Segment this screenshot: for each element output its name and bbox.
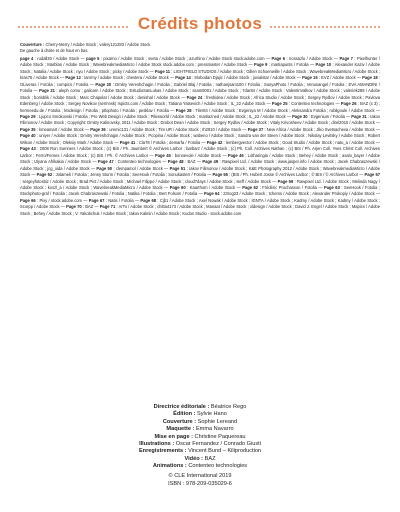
credit-entry: Page 41 : Cla78 / Fotolia ; demarfa / Fotolia — — [119, 139, 207, 145]
decorative-dot — [358, 26, 360, 28]
credit-text: kmeamart / Adobe Stock — [39, 126, 84, 132]
credit-entry: Page 26 : BAZ (x 3) ; hermeedu.de / Fotolia ; ktsdesign / Fotolia ; ptlophoto / Fotolia ; pesklav / Fotolia — — [20, 101, 381, 113]
credit-text: Cjb1 / Adobe Stock ; Axel Nowak / Adobe Stock ; IGNTA / Adobe Stock ; Kadmy / Adobe Stock ; Kadmy / Adobe Stock ; Scorpp / Adobe Stock — [20, 197, 380, 210]
credit-text: 2008 Ron Sumners / Adobe Stock ; (c) BiS / Ph. Jaumbert © Archives Larbor ; barbarz / Adobe Stock ; (c) Ph. Coll. Archives Nathan ; (c) BiS / Ph. Arjen Coll. Yves Christ Coll. Archives Larbor ; Ferro/Fernes / Adobe Stock ; (c) BiS / Ph. © Archives Larbor — [20, 146, 380, 158]
isbn-text: ISBN : 978-209-035029-6 — [168, 480, 232, 487]
credit-text: uremic131 / Adobe Stock ; Tim UR / Adobe Stock ; rh2010 / Adobe Stock — [109, 126, 242, 132]
credit-text: bonnevole / Adobe Stock — [174, 152, 221, 158]
credit-page-label: Page 20 — [95, 81, 112, 87]
decorative-dot — [318, 26, 320, 28]
team-role: Édition : — [173, 411, 196, 418]
credit-entry: Page 49 : Rawpixel Ltd. / Adobe Stock ; www.jasper.info / Adobe Stock ; Jacek Chabraszewski / Adobe Stock ; jcg_oida / Adobe Stock — — [20, 159, 380, 171]
team-name: Sophie Lereand — [197, 418, 238, 425]
credit-text: lanrmy / adobe Stock ; chevtera / Adobe Stock — [84, 75, 169, 81]
credit-text: Natis / Fotolia — [108, 197, 134, 203]
credit-text: New Africa / Adobe Stock ; Jiko Svetsacheva / Adobe Stock — [266, 126, 375, 132]
decorative-dots-right — [270, 26, 382, 29]
credit-text: lembergvector / Adobe Stock ; Good Studio / Adobe Stock ; natu_a / Adobe Stock — [225, 139, 375, 145]
credit-entry: Page 11 : LIGHTFIELD STUDIOS / Adobe Stock ; Gillen Schoenwille / Adobe Stock ; WavebreakMediaMicro / Adobe Stock ; kras75 / Adobe Stock — — [20, 68, 381, 81]
team-name: Sylvie Hano — [197, 411, 227, 418]
credit-text: LIGHTFIELD STUDIOS / Adobe Stock ; Gillen Schoenwille / Adobe Stock ; WavebreakMediaMicro / Adobe Stock ; kras75 / Adobe Stock — [20, 68, 381, 81]
credit-text: Frédéric Prochasson / Fotolia — [262, 184, 317, 190]
team-role: Maquette : — [166, 426, 195, 433]
decorative-dot — [306, 26, 308, 28]
page-header — [0, 6, 400, 42]
decorative-dot — [278, 26, 280, 28]
credit-page-label: Page 14 — [175, 75, 191, 81]
credit-page-label: Page 21 — [39, 88, 55, 94]
decorative-dot — [274, 26, 276, 28]
credit-text: martiapunts / Fotolia — [271, 62, 309, 68]
credit-page-label: Page 11 — [154, 68, 171, 74]
credit-entry: Page 24 : freshidea / Adobe Stock ; Africa Studio / Adobe Stock ; Sergey Rydlov / Adobe Stock ; Pavlova Edenberg / Adobe Stock ; Sergey Novikov (sermnsk) rspicts.com / Adobe Stock ; Tatiana Yatsevich / Adobe Stock ; IL_22 Adobe Stock — — [20, 94, 380, 107]
credit-text: Jotamek / Fotolia ; Jenny Sturm / Fotolia ; SeeHook / Fotolia ; Sonukasterr / Fotolia — [55, 172, 207, 178]
credit-text: Contenteo technologies — [291, 101, 335, 107]
credit-page-label: Page 62 — [242, 184, 259, 190]
credit-page-label: Page 6 — [271, 55, 286, 61]
credit-text: BAZ — [85, 204, 94, 210]
decorative-dot — [370, 26, 372, 28]
decorative-dot — [354, 26, 356, 28]
team-row — [0, 441, 400, 448]
credit-page-label: Page 10 — [315, 62, 332, 68]
credit-page-label: Page 28 — [175, 107, 192, 113]
credit-page-label: Page 48 — [167, 159, 184, 165]
credit-entry: Page 62 : Frédéric Prochasson / Fotolia — — [242, 184, 324, 190]
credit-text: Lotharingia / Adobe Stock ; Behey / Adobe Stock ; asalo_bayer / Adobe Stock ; Ulyana Afrikakia / Adobe Stock — [20, 152, 380, 165]
credit-text: aleph comu ; galicarn / Adobe Stock ; EstudioSanLukas / Adobe Stock ; ssam0001 / Adobe Stock ; 7dar84 / Adobe Stock ; ValentinValkov / Adobe Stock ; valeriek289 / Adobe Stock ; borisblik / Adobe Stock ; Marc Chapelat / Adobe Stock ; denishal / Adobe Stock — [20, 88, 380, 100]
credit-page-label: Page 30 — [292, 113, 308, 119]
decorative-dot — [378, 26, 380, 28]
team-role: Directrice éditoriale : — [153, 404, 210, 410]
team-name: BAZ — [204, 455, 216, 462]
decorative-dot — [282, 26, 284, 28]
credit-page-label: Page 43 — [20, 146, 36, 152]
credit-text: Evgenium / Fotolia — [310, 113, 345, 119]
credit-text: clempamol / Adobe Stock — [115, 165, 163, 171]
credit-entry: Page 47 : Contenteo technologies — — [97, 159, 168, 165]
decorative-dot — [350, 26, 352, 28]
credit-entry: Page 35 : kmeamart / Adobe Stock — — [20, 126, 91, 132]
credit-entry: Page 52 : Jotamek / Fotolia ; Jenny Sturm / Fotolia ; SeeHook / Fotolia ; Sonukasterr / Fotolia — — [36, 172, 213, 178]
decorative-dot — [310, 26, 312, 28]
team-row — [0, 448, 400, 455]
credit-entry: Page 66 : Pixy / stock.adobe.com — — [20, 197, 89, 203]
credit-text: Cla78 / Fotolia ; demarfa / Fotolia — [138, 139, 201, 145]
page-title: Crédits photos — [137, 14, 263, 33]
team-name: Emma Navarro — [195, 426, 234, 433]
credit-text: SeeHook / Fotolia ; Stockphoto-graf / Fotolia ; Jacek Chabraszewski / Fotolia ; Natika / Fotolia ; Bert Folsom / Fotolia — [20, 184, 380, 197]
decorative-dot — [298, 26, 300, 28]
credit-page-label: page 4 — [20, 55, 34, 61]
credit-entry: Page 18 : OLiveras / Fotolia ; cornpics / Fotolia — — [20, 75, 380, 87]
credit-entry: Page 68 : Cjb1 / Adobe Stock ; Axel Nowak / Adobe Stock ; IGNTA / Adobe Stock ; Kadmy / Adobe Stock ; Kadmy / Adobe Stock ; Scorpp / Adobe Stock — — [20, 197, 380, 210]
credit-text: Iakov Filimonov / Adobe Stock ; Copyright: Dmitry Kalinovsky, 2011 / Adobe Stock ; Drobot Dean / Adobe Stock ; Sergey Rydlov / Adobe Stock ; Vitaly Krivosheev / Adobe Stock ; direl2010 / Adobe Stock — [20, 113, 381, 126]
credit-page-label: Page 12 — [65, 75, 81, 81]
decorative-dot — [334, 26, 336, 28]
credit-text: 23rog23 / Adobe Stock ; tchems / Adobe Stock ; Alexander Prokopiy / Adobe Stock — [223, 191, 375, 197]
credit-entry: Page 31 : Iakov Filimonov / Adobe Stock ; Copyright: Dmitry Kalinovsky, 2011 / Adobe Stock ; Drobot Dean / Adobe Stock ; Sergey Rydlov / Adobe Stock ; Vitaly Krivosheev / Adobe Stock ; direl2010 / Adobe Stock — — [20, 113, 381, 126]
credit-text: Ljupco Smokovski / Fotolia ; Pro Web Design / Adobe Stock ; Pikisworld / Adobe Stock ; martiazned / Adobe Stock ; IL_22 / Adobe Stock — [38, 113, 286, 119]
credit-page-label: Page 63 — [324, 184, 340, 190]
credit-entry: Page 43 : 2008 Ron Sumners / Adobe Stock ; (c) BiS / Ph. Jaumbert © Archives Larbor ; barbarz / Adobe Stock ; (c) Ph. Coll. Archives Nathan ; (c) BiS / Ph. Arjen Coll. Yves Christ Coll. Archives Larbor ; Ferro/Fernes / Adobe Stock ; (c) BiS / Ph. © Archives Larbor — — [20, 146, 380, 158]
credit-page-label: Page 66 — [20, 197, 36, 203]
decorative-dot — [294, 26, 296, 28]
credit-page-label: Page 40 — [20, 133, 36, 139]
credit-text: pixarno / Adobe Stock ; sveta / Adobe Stock ; azurhino / Adobe Stock stock.adobe.com — [103, 55, 265, 61]
team-row — [0, 426, 400, 433]
credit-entry: Page 60 : Kaarthom / Adobe Stock — — [169, 184, 243, 190]
credit-entry: Page 6 : nossazlu / Adobe Stock — — [271, 55, 340, 61]
credit-entry: Page 45 : bonnevole / Adobe Stock — — [155, 152, 228, 158]
credit-entry: Page 20 : Dmitry Vereshchagin / Fotolia ; Gabriel Blaj / Fotolia ; nathanjsam100 / Fotolia ; SunyaPhoto / Fotolia ; Venusangel / Fotolia ; EVA AMANDINI / Fotolia — — [20, 81, 381, 94]
credit-entry: page 5 : pixarno / Adobe Stock ; sveta / Adobe Stock ; azurhino / Adobe Stock stock.adobe.com — — [86, 55, 272, 61]
decorative-dot — [338, 26, 340, 28]
credit-page-label: Page 68 — [140, 197, 157, 203]
credit-text: OLiveras / Fotolia ; cornpics / Fotolia — [20, 81, 89, 87]
decorative-dot — [342, 26, 344, 28]
credit-text: Pixy / stock.adobe.com — [39, 197, 82, 203]
credit-page-label: Page 31 — [351, 113, 367, 119]
team-name: Christine Paquereau — [194, 433, 246, 440]
credit-page-label: Page 49 — [202, 159, 219, 165]
credit-page-label: Page 70 — [66, 204, 82, 210]
credit-entry: Page 15 : EVZ / Adobe Stock — — [302, 75, 363, 81]
decorative-dot — [286, 26, 288, 28]
credit-entry: Page 28 : Tiler84 / Adobe Stock ; Evgeniya M / Adobe Stock ; Aleksandra Fotolia ; robilgoule / Adobe Stock — — [175, 107, 381, 113]
credit-page-label: Page 41 — [119, 139, 136, 145]
credit-page-label: Page 50 — [96, 165, 113, 171]
credit-text: Dmitry Vereshchagin / Fotolia ; Gabriel Blaj / Fotolia ; nathanjsam100 / Fotolia ; SunyaPhoto / Fotolia ; Venusangel / Fotolia ; EVA AMANDINI / Fotolia — [20, 81, 381, 94]
credit-entry: Page 10 : Alexander Kaziv / Adobe Stock ; Natalia / Adobe Stock ; nyu / Adobe Stock ; picky / Adobe Stock — — [20, 62, 380, 74]
credit-text: BAZ (x 3) ; hermeedu.de / Fotolia ; ktsdesign / Fotolia ; ptlophoto / Fotolia ; pesklav / Fotolia — [20, 101, 381, 113]
credit-entry: Page 14 : Slobodan Djajic / Adobe Stock ; jovialstar / Adobe Stock — — [175, 75, 303, 81]
team-name: Vincent Bund – Kiliproduction — [188, 448, 262, 455]
credit-page-label: Page 60 — [169, 184, 186, 190]
credit-page-label: Page 42 — [206, 139, 223, 145]
copyright-text: © CLE International 2019 — [168, 473, 232, 479]
cover-text: Cherry-Merry / Adobe Stock ; valery121283 / Adobe Stock — [45, 42, 151, 47]
credit-entry: Page 29 : Ljupco Smokovski / Fotolia ; Pro Web Design / Adobe Stock ; Pikisworld / Adobe Stock ; martiazned / Adobe Stock ; IL_22 / Adobe Stock — — [20, 113, 293, 119]
credit-text: ArTo / Adobe Stock ; chitta4173 / Adobe Stock ; Manaat / Adobe Stock ; xldesign / Adobe Stock ; David J. Engel / Adobe Stock ; Mapics / Adobe Stock ; Behey / Adobe Stock ; V. Yakobchuk / Adobe Stock ; Iakov Kalinin / Adobe Stock ; Kudos Studio - stock.adobe.com — [20, 204, 380, 216]
credit-entry: Page 25 : Contenteo technologies — — [271, 101, 341, 107]
team-row — [0, 411, 400, 418]
decorative-dot — [326, 26, 328, 28]
team-role: Illustrations : — [139, 441, 175, 448]
credit-page-label: Page 37 — [247, 126, 264, 132]
credit-text: BAZ — [187, 159, 196, 165]
credit-text: uniyer / Adobe Stock ; Dmitry Vereshchagin / Adobe Stock ; Pcopina / Adobe Stock ; wabeno / Adobe Stock ; Sandra van der Steen / Adobe Stock ; Nikolay Levitsky / Adobe Stock ; Robert Wilson / Adobe Stock ; Oleksiy Mark / Adobe Stock — [20, 133, 380, 145]
team-role: Vidéo : — [184, 455, 204, 462]
decorative-dot — [366, 26, 368, 28]
credit-page-label: Page 35 — [20, 126, 36, 132]
team-row — [0, 434, 400, 441]
credit-page-label: Page 36 — [90, 126, 106, 132]
credit-text: Rawpixel Ltd. / Adobe Stock ; www.jasper.info / Adobe Stock ; Jacek Chabraszewski / Adobe Stock ; jcg_oida / Adobe Stock — [20, 159, 380, 171]
decorative-dot — [330, 26, 332, 28]
cover-credit — [20, 42, 380, 55]
credit-entry: Page 51 : Iakov Filimonov / Adobe Stock ; K&E Photography 2012 / Adobe Stock ; WavebreakmediaMicro / Adobe Stock — — [20, 165, 381, 178]
credit-page-label: Page 18 — [362, 75, 378, 81]
credit-page-label: Page 24 — [186, 94, 203, 100]
credit-entry: Page 55 : (BIS / Ph. Hubert Josse © Archives Larbor ; © BIS / © Archives Larbor — — [212, 172, 365, 178]
credit-page-label: Page 57 — [364, 172, 380, 178]
credit-entry: Page 30 : Evgenium / Fotolia — — [292, 113, 352, 119]
decorative-dot — [302, 26, 304, 28]
credit-text: Slobodan Djajic / Adobe Stock ; jovialstar / Adobe Stock — [194, 75, 296, 81]
team-role: Animations : — [152, 463, 187, 470]
credit-entry: Page 40 : uniyer / Adobe Stock ; Dmitry Vereshchagin / Adobe Stock ; Pcopina / Adobe Stock ; wabeno / Adobe Stock ; Sandra van der Steen / Adobe Stock ; Nikolay Levitsky / Adobe Stock ; Robert Wilson / Adobe Stock ; Oleksiy Mark / Adobe Stock — — [20, 133, 380, 145]
credit-entry: Page 37 : New Africa / Adobe Stock ; Jiko Svetsacheva / Adobe Stock — — [247, 126, 381, 132]
decorative-dot — [314, 26, 316, 28]
credit-entry: Page 70 : BAZ — — [66, 204, 100, 210]
credit-page-label: Page 55 — [212, 172, 228, 178]
team-name: Béatrice Rego — [210, 404, 247, 410]
credit-page-label: Page 9 — [253, 62, 268, 68]
credit-text: freshidea / Adobe Stock ; Africa Studio / Adobe Stock ; Sergey Rydlov / Adobe Stock ; Pavlova Edenberg / Adobe Stock ; Sergey Novikov (sermnsk) rspicts.com / Adobe Stock ; Tatiana Yatsevich / Adobe Stock ; IL_22 Adobe Stock — [20, 94, 380, 107]
credit-text: Iakov Filimonov / Adobe Stock ; K&E Photography 2012 / Adobe Stock ; WavebreakmediaMicro / Adobe Stock — [20, 165, 381, 178]
credit-entry: Page 67 : Natis / Fotolia — — [88, 197, 141, 203]
credit-text: Contenteo technologies — [117, 159, 161, 165]
team-name: Contenteo technologies — [188, 463, 248, 470]
decorative-dot — [290, 26, 292, 28]
photo-credits-block — [20, 42, 380, 217]
editorial-team — [0, 404, 400, 471]
credit-entry: Page 59 : Rawpixel Ltd. / Adobe Stock ; Melinda Nagy / Adobe Stock ; koszl_a / Adobe Stock ; WavebreakMediaMicro / Adobe Stock — — [20, 178, 380, 190]
credit-entry: Page 64 : 23rog23 / Adobe Stock ; tchems / Adobe Stock ; Alexander Prokopiy / Adobe Stock — — [203, 191, 380, 197]
copyright-block — [0, 473, 400, 488]
credit-page-label: Page 67 — [88, 197, 105, 203]
credit-entry: Page 9 : martiapunts / Fotolia — — [253, 62, 316, 68]
credit-text: sergeyfotosbiz / Adobe Stock ; Brad Pict / Adobe Stock ; Michael Filippo / Adobe Stock ; cloud7days / Adobe Stock ; steff / Adobe Stock — [22, 178, 271, 184]
credit-entry: Page 7 : Pixelhunter / Adobe Stock ; Marblan / Adobe Stock ; WavebreakmediaMicro / Adobe Stock stock.adobe.com ; pressmaster / Adobe Stock — — [20, 55, 381, 68]
credit-page-label: Page 26 — [340, 101, 357, 107]
team-row — [0, 456, 400, 463]
team-role: Enregistrements : — [138, 448, 187, 455]
credit-page-label: page 5 — [86, 55, 100, 61]
credit-page-label: Page 71 — [99, 204, 116, 210]
credit-text: (BIS / Ph. Hubert Josse © Archives Larbor ; © BIS / © Archives Larbor — [231, 172, 359, 178]
credit-page-label: Page 15 — [302, 75, 318, 81]
credit-text: Tiler84 / Adobe Stock ; Evgeniya M / Adobe Stock ; Aleksandra Fotolia ; robilgoule / Adobe Stock — [195, 107, 375, 113]
decorative-dot — [270, 26, 272, 28]
credit-entry: Page 48 : BAZ — — [167, 159, 203, 165]
credit-entry: Page 36 : uremic131 / Adobe Stock ; Tim UR / Adobe Stock ; rh2010 / Adobe Stock — — [90, 126, 248, 132]
credit-text: Alexander Kaziv / Adobe Stock ; Natalia / Adobe Stock ; nyu / Adobe Stock ; picky / Adobe Stock — [20, 62, 380, 74]
order-note: De gauche à droite et de haut en bas. — [20, 48, 89, 54]
credit-page-label: Page 46 — [227, 152, 244, 158]
credit-entry: Page 71 : ArTo / Adobe Stock ; chitta4173 / Adobe Stock ; Manaat / Adobe Stock ; xldesign / Adobe Stock ; David J. Engel / Adobe Stock ; Mapics / Adobe Stock ; Behey / Adobe Stock ; V. Yakobchuk / Adobe Stock ; Iakov Kalinin / Adobe Stock ; Kudos Studio - stock.adobe.com — [20, 204, 380, 216]
team-role: Mise en page : — [154, 433, 193, 440]
credit-text: rudall30 / Adobe Stock — [37, 55, 80, 61]
credit-entry: Page 42 : lembergvector / Adobe Stock ; Good Studio / Adobe Stock ; natu_a / Adobe Stock — — [206, 139, 381, 145]
team-row — [0, 419, 400, 426]
credit-entry: Page 46 : Lotharingia / Adobe Stock ; Behey / Adobe Stock ; asalo_bayer / Adobe Stock ; Ulyana Afrikakia / Adobe Stock — — [20, 152, 380, 165]
credit-entry: Page 57 : sergeyfotosbiz / Adobe Stock ; Brad Pict / Adobe Stock ; Michael Filippo / Adobe Stock ; cloud7days / Adobe Stock ; steff / Adobe Stock — — [20, 172, 380, 184]
credit-text: EVZ / Adobe Stock — [321, 75, 356, 81]
credit-page-label: Page 59 — [277, 178, 294, 184]
credit-page-label: Page 47 — [97, 159, 114, 165]
credit-entry: page 4 : rudall30 / Adobe Stock — — [20, 55, 87, 61]
decorative-dot — [374, 26, 376, 28]
credit-entry: Page 21 : aleph comu ; galicarn / Adobe Stock ; EstudioSanLukas / Adobe Stock ; ssam0001 / Adobe Stock ; 7dar84 / Adobe Stock ; ValentinValkov / Adobe Stock ; valeriek289 / Adobe Stock ; borisblik / Adobe Stock ; Marc Chapelat / Adobe Stock ; denishal / Adobe Stock — — [20, 88, 380, 100]
decorative-dot — [322, 26, 324, 28]
credit-text: Pixelhunter / Adobe Stock ; Marblan / Adobe Stock ; WavebreakmediaMicro / Adobe Stock stock.adobe.com ; pressmaster / Adobe Stock — [20, 55, 381, 68]
cover-label: Couverture : — [20, 42, 45, 47]
credit-page-label: Page 29 — [20, 113, 36, 119]
credit-entry: Page 63 : SeeHook / Fotolia ; Stockphoto-graf / Fotolia ; Jacek Chabraszewski / Fotolia ; Natika / Fotolia ; Bert Folsom / Fotolia — — [20, 184, 380, 197]
credit-entry: Page 50 : clempamol / Adobe Stock — — [96, 165, 170, 171]
credit-page-label: Page 45 — [155, 152, 171, 158]
team-name: Oscar Fernandez / Conrado Giusti — [175, 441, 261, 448]
credit-text: Rawpixel Ltd. / Adobe Stock ; Melinda Nagy / Adobe Stock ; koszl_a / Adobe Stock ; WavebreakMediaMicro / Adobe Stock — [20, 178, 380, 190]
credit-page-label: Page 25 — [271, 101, 288, 107]
team-role: Couverture : — [162, 418, 197, 425]
team-row — [0, 463, 400, 470]
credit-entry: Page 12 : lanrmy / adobe Stock ; chevtera / Adobe Stock — — [65, 75, 176, 81]
credit-text: nossazlu / Adobe Stock — [289, 55, 333, 61]
decorative-dot — [346, 26, 348, 28]
decorative-dot — [362, 26, 364, 28]
credit-page-label: Page 64 — [203, 191, 220, 197]
credit-page-label: Page 51 — [169, 165, 186, 171]
credit-page-label: Page 52 — [36, 172, 53, 178]
credit-text: Kaarthom / Adobe Stock — [189, 184, 236, 190]
page-credits-list — [20, 56, 380, 217]
credit-page-label: Page 7 — [339, 55, 353, 61]
